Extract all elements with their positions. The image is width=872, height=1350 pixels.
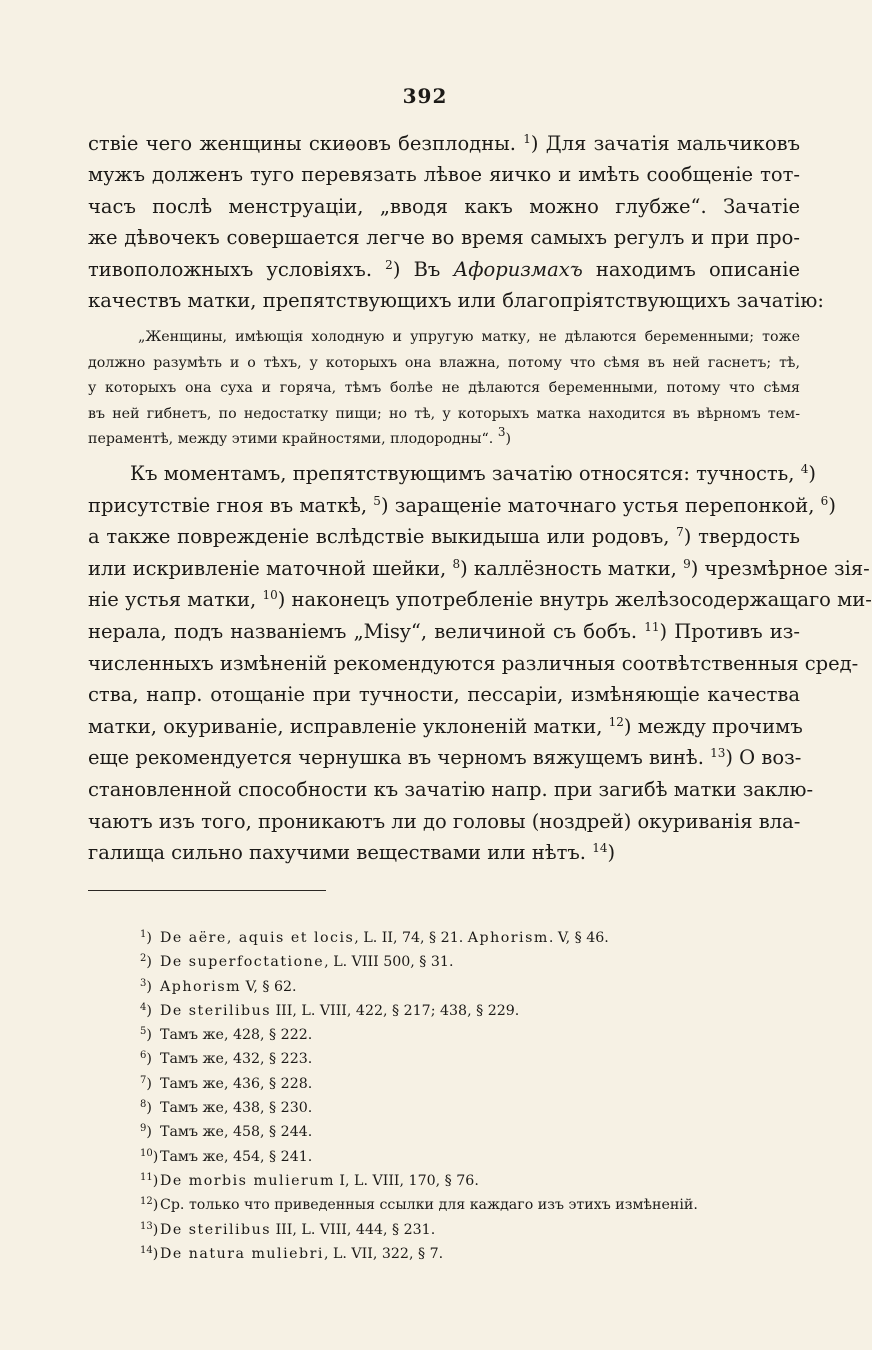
text-segment: еще рекомендуется чернушка въ черномъ вяжущемъ винѣ. bbox=[88, 746, 711, 770]
footnote-item bbox=[140, 1193, 800, 1217]
page-number: 392 bbox=[402, 84, 448, 108]
quote-line: должно разумѣть и о тѣхъ, у которыхъ она влажна, потому что сѣмя въ ней гаснетъ; тѣ, bbox=[88, 354, 800, 371]
text-segment: ніе устья матки, bbox=[88, 588, 263, 612]
text-segment: присутствіе гноя въ маткѣ, bbox=[88, 493, 374, 517]
footnote-mark[interactable]: 14 bbox=[592, 841, 608, 856]
text-segment: ) bbox=[808, 462, 816, 485]
citation-text: Тамъ же, 454, § 241. bbox=[160, 1148, 313, 1165]
footnote-item bbox=[140, 1120, 800, 1144]
text-line bbox=[88, 616, 800, 648]
footnote-number[interactable]: $^{14}$) bbox=[140, 1244, 159, 1262]
footnote-number[interactable]: $^{10}$) bbox=[140, 1147, 159, 1165]
citation-text: Тамъ же, 436, § 228. bbox=[160, 1075, 313, 1092]
quote-line: „Женщины, имѣющія холодную и упругую матку, не дѣлаются беременными; тоже bbox=[138, 329, 800, 345]
work-title: De aëre, aquis et locis bbox=[160, 930, 355, 946]
footnote-item bbox=[140, 1047, 800, 1071]
text-segment: ) наконецъ употребленіе внутрь желѣзосодержащаго ми- bbox=[277, 588, 872, 612]
text-segment: ) bbox=[607, 841, 616, 865]
text-segment: Къ моментамъ, препятствующимъ зачатію относятся: тучность, bbox=[130, 462, 801, 485]
footnote-number[interactable]: $^4$) bbox=[140, 1001, 152, 1019]
citation-text: , L. VIII 500, § 31. bbox=[324, 954, 454, 971]
text-line bbox=[88, 458, 816, 490]
footnote-item bbox=[140, 975, 800, 999]
footnote-number-text: 3 bbox=[140, 977, 147, 989]
footnote-mark[interactable]: 9 bbox=[683, 556, 691, 571]
footnotes bbox=[140, 926, 800, 1266]
work-title: De superfoctatione bbox=[160, 954, 325, 971]
work-title: De morbis mulierum bbox=[160, 1172, 335, 1189]
text-line bbox=[88, 742, 800, 774]
text-segment: нерала, подъ названіемъ „Misy“, величиной съ бобъ. bbox=[88, 619, 645, 643]
text-segment: ) заращеніе маточнаго устья перепонкой, bbox=[380, 493, 821, 517]
footnote-mark[interactable]: 1 bbox=[523, 132, 531, 146]
text-segment: ) bbox=[828, 493, 836, 517]
text-segment: ) между прочимъ bbox=[623, 714, 803, 738]
footnote-item bbox=[140, 1023, 800, 1047]
work-title: Aphorism bbox=[160, 978, 242, 995]
footnote-item bbox=[140, 1218, 800, 1242]
text-line: часъ послѣ менструаціи, „вводя какъ можно глубже“. Зачатіе bbox=[88, 194, 800, 218]
citation-text: III, L. VIII, 444, § 231. bbox=[271, 1221, 436, 1238]
text-line bbox=[88, 711, 803, 743]
paragraph-1 bbox=[88, 128, 824, 316]
text-segment: ) каллёзность матки, bbox=[460, 556, 684, 580]
footnote-number[interactable]: $^2$) bbox=[140, 953, 152, 971]
footnote-mark[interactable]: 12 bbox=[608, 714, 624, 729]
citation-text: , L. VII, 322, § 7. bbox=[323, 1245, 444, 1262]
text-line: чаютъ изъ того, проникаютъ ли до головы (ноздрей) окуриванія вла- bbox=[88, 809, 801, 833]
work-title: De sterilibus bbox=[160, 1221, 272, 1238]
text-line bbox=[88, 521, 800, 553]
footnote-number[interactable]: $^9$) bbox=[140, 1123, 152, 1141]
footnote-number-text: 4 bbox=[140, 1001, 147, 1013]
text-segment: ) чрезмѣрное зія- bbox=[690, 556, 870, 580]
citation-text: , L. II, 74, § 21. bbox=[354, 930, 468, 946]
text-line bbox=[88, 553, 870, 585]
footnote-mark[interactable]: 3 bbox=[497, 425, 506, 440]
footnote-number[interactable]: $^5$) bbox=[140, 1026, 152, 1044]
footnote-number-text: 13 bbox=[140, 1220, 153, 1232]
citation-text: V, § 62. bbox=[241, 978, 297, 995]
footnote-item bbox=[140, 1072, 800, 1096]
footnote-number-text: 12 bbox=[140, 1196, 153, 1208]
footnote-number-text: 8 bbox=[140, 1099, 147, 1111]
footnote-number[interactable]: $^7$) bbox=[140, 1074, 152, 1092]
footnote-mark[interactable]: 10 bbox=[262, 588, 278, 603]
footnote-number[interactable]: $^1$) bbox=[140, 929, 152, 946]
citation-text: III, L. VIII, 422, § 217; 438, § 229. bbox=[271, 1002, 520, 1019]
text-segment: ствіе чего женщины скиѳовъ безплодны. bbox=[88, 132, 524, 155]
footnote-mark[interactable]: 13 bbox=[710, 746, 726, 761]
footnote-item bbox=[140, 1169, 800, 1193]
footnote-item bbox=[140, 926, 800, 950]
footnote-mark[interactable]: 2 bbox=[385, 257, 393, 272]
footnote-mark[interactable]: 6 bbox=[820, 493, 829, 508]
footnote-number-text: 2 bbox=[140, 953, 147, 965]
text-line: становленной способности къ зачатію напр. при загибѣ матки заклю- bbox=[88, 777, 814, 801]
footnote-number[interactable]: $^{12}$) bbox=[140, 1196, 159, 1214]
footnote-number-text: 11 bbox=[140, 1171, 153, 1183]
citation-text: I, L. VIII, 170, § 76. bbox=[334, 1172, 479, 1189]
text-segment: ) Для зачатія мальчиковъ bbox=[530, 132, 800, 155]
quote-line: въ ней гибнетъ, по недостатку пищи; но тѣ, у которыхъ матка находится въ вѣрномъ тем- bbox=[88, 405, 800, 422]
footnote-number[interactable]: $^{11}$) bbox=[140, 1171, 159, 1189]
text-segment: пераментѣ, между этими крайностями, плодородны“. bbox=[88, 431, 498, 448]
work-title: Aphorism bbox=[467, 930, 549, 946]
footnote-number-text: 6 bbox=[140, 1050, 147, 1062]
footnote-number[interactable]: $^{13}$) bbox=[140, 1220, 159, 1238]
text-segment: ) твердость bbox=[683, 525, 800, 549]
citation-text: . V, § 46. bbox=[548, 930, 609, 946]
text-line bbox=[88, 490, 836, 522]
text-segment: ) bbox=[505, 431, 512, 448]
text-segment: матки, окуриваніе, исправленіе уклоненій матки, bbox=[88, 714, 609, 738]
quote-line: у которыхъ она суха и горяча, тѣмъ болѣе не дѣлаются беременными, потому что сѣмя bbox=[88, 380, 800, 397]
citation-text: Тамъ же, 432, § 223. bbox=[160, 1051, 313, 1068]
footnote-mark[interactable]: 4 bbox=[800, 462, 809, 476]
quote-line bbox=[88, 427, 800, 453]
text-segment: ) О воз- bbox=[725, 746, 802, 770]
text-line bbox=[88, 254, 800, 285]
footnote-number-text: 9 bbox=[140, 1123, 147, 1135]
italic-title: Афоризмахъ bbox=[453, 257, 583, 281]
text-line: же дѣвочекъ совершается легче во время самыхъ регулъ и при про- bbox=[88, 226, 800, 250]
text-line bbox=[88, 128, 800, 159]
footnote-number[interactable]: $^3$) bbox=[140, 977, 152, 995]
footnote-mark[interactable]: 11 bbox=[644, 619, 660, 634]
footnote-item bbox=[140, 1096, 800, 1120]
text-segment: галища сильно пахучими веществами или нѣтъ. bbox=[88, 841, 593, 865]
text-line bbox=[88, 837, 800, 869]
text-line: численныхъ измѣненій рекомендуются различныя соотвѣтственныя сред- bbox=[88, 651, 859, 675]
text-segment: находимъ описаніе bbox=[582, 257, 801, 281]
text-line: качествъ матки, препятствующихъ или благопріятствующихъ зачатію: bbox=[88, 289, 824, 313]
footnote-mark[interactable]: 8 bbox=[452, 556, 461, 571]
citation-text: Тамъ же, 428, § 222. bbox=[160, 1027, 313, 1044]
footnote-divider bbox=[88, 890, 326, 891]
footnote-mark[interactable]: 7 bbox=[676, 525, 684, 540]
text-segment: ) Въ bbox=[392, 257, 454, 281]
text-segment: ) Противъ из- bbox=[659, 619, 801, 643]
footnote-number-text: 5 bbox=[140, 1026, 147, 1038]
footnote-item bbox=[140, 999, 800, 1023]
footnote-number-text: 14 bbox=[140, 1244, 153, 1256]
text-segment: тивоположныхъ условіяхъ. bbox=[88, 257, 386, 281]
block-quote bbox=[88, 325, 800, 453]
citation-text: Ср. только что приведенныя ссылки для каждаго изъ этихъ измѣненій. bbox=[160, 1197, 698, 1214]
footnote-number-text: 1 bbox=[140, 929, 147, 940]
paragraph-2 bbox=[88, 458, 872, 869]
work-title: De sterilibus bbox=[160, 1002, 272, 1019]
footnote-item bbox=[140, 950, 800, 974]
footnote-number[interactable]: $^6$) bbox=[140, 1050, 152, 1068]
text-segment: а также поврежденіе вслѣдствіе выкидыша или родовъ, bbox=[88, 525, 677, 549]
footnote-item bbox=[140, 1145, 800, 1169]
citation-text: Тамъ же, 458, § 244. bbox=[160, 1124, 313, 1141]
footnote-mark[interactable]: 5 bbox=[373, 493, 381, 508]
footnote-number[interactable]: $^8$) bbox=[140, 1099, 152, 1117]
text-segment: или искривленіе маточной шейки, bbox=[88, 556, 453, 580]
work-title: De natura muliebri bbox=[160, 1245, 324, 1262]
text-line: мужъ долженъ туго перевязать лѣвое яичко и имѣть сообщеніе тот- bbox=[88, 163, 800, 187]
text-line bbox=[88, 584, 872, 616]
footnote-item bbox=[140, 1242, 800, 1266]
citation-text: Тамъ же, 438, § 230. bbox=[160, 1100, 313, 1117]
footnote-number-text: 10 bbox=[140, 1147, 153, 1159]
footnote-number-text: 7 bbox=[140, 1074, 147, 1086]
text-line: ства, напр. отощаніе при тучности, пессаріи, измѣняющіе качества bbox=[88, 683, 800, 707]
